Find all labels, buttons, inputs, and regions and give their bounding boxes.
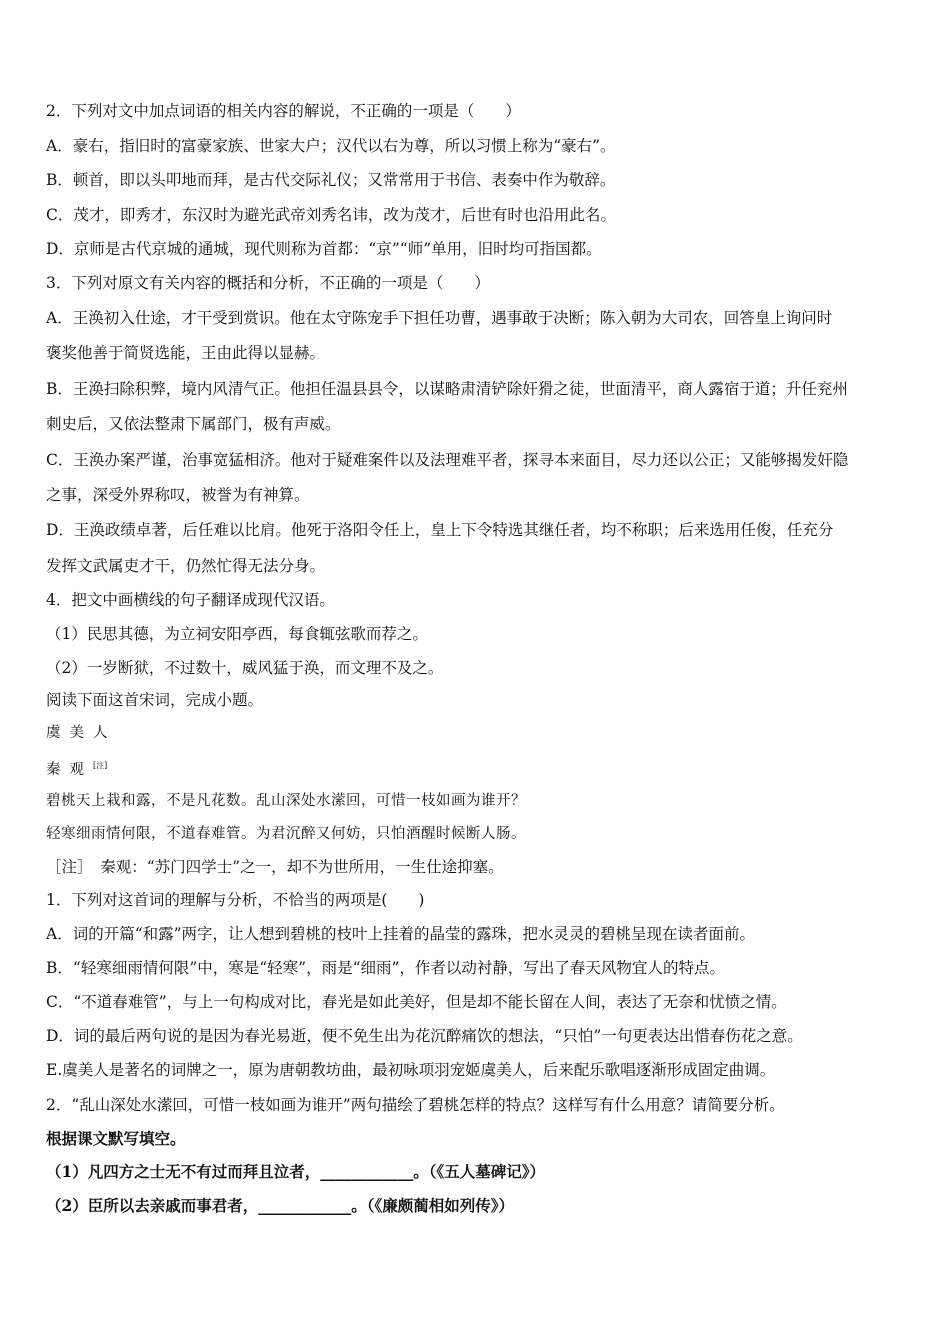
poem-q1-option-a: A．词的开篇“和露”两字，让人想到碧桃的枝叶上挂着的晶莹的露珠，把水灵灵的碧桃呈现在读者面前。	[46, 925, 756, 943]
poem-q1-option-c: C．“不道春难管”，与上一句构成对比，春光是如此美好，但是却不能长留在人间，表达了无奈和忧愤之情。	[46, 993, 787, 1011]
fill-item-1: （1）凡四方之士无不有过而拜且泣者，____________。（《五人墓碑记》）	[46, 1162, 546, 1181]
poem-line-1: 碧桃天上栽和露，不是凡花数。乱山深处水潆回，可惜一枝如画为谁开？	[46, 793, 526, 809]
q2-option-a: A．豪右，指旧时的富豪家族、世家大户；汉代以右为尊，所以习惯上称为“豪右”。	[46, 137, 616, 155]
q4-item-2: （2）一岁断狱，不过数十，威风猛于涣，而文理不及之。	[46, 659, 444, 677]
poem-title: 虞美人	[46, 725, 117, 741]
poem-q1-stem: 1．下列对这首词的理解与分析，不恰当的两项是( )	[46, 891, 425, 909]
q4-item-1: （1）民思其德，为立祠安阳亭西，每食辄弦歌而荐之。	[46, 625, 428, 643]
q2-option-b: B．顿首，即以头叩地而拜，是古代交际礼仪；又常常用于书信、表奏中作为敬辞。	[46, 171, 616, 189]
poem-author: 秦观	[46, 762, 93, 778]
q2-stem: 2．下列对文中加点词语的相关内容的解说，不正确的一项是（ ）	[46, 102, 521, 120]
q2-option-c: C．茂才，即秀才，东汉时为避光武帝刘秀名讳，改为茂才，后世有时也沿用此名。	[46, 206, 616, 224]
q3-option-c-line1: C．王涣办案严谨，治事宽猛相济。他对于疑难案件以及法理难平者，探寻本来面目，尽力还以公正；又能够揭发奸隐	[46, 451, 849, 469]
q2-option-d: D．京师是古代京城的通城，现代则称为首都：“京”“师”单用，旧时均可指国都。	[46, 240, 602, 258]
q3-option-b-line2: 刺史后，又依法整肃下属部门，极有声威。	[46, 415, 341, 433]
fill-title: 根据课文默写填空。	[46, 1129, 186, 1148]
poem-line-2: 轻寒细雨情何限，不道春难管。为君沉醉又何妨，只怕酒醒时候断人肠。	[46, 826, 526, 842]
poem-author-line	[46, 756, 107, 780]
fill-item-2: （2）臣所以去亲戚而事君者，____________。（《廉颇蔺相如列传》）	[46, 1196, 515, 1215]
poem-intro: 阅读下面这首宋词，完成小题。	[46, 691, 264, 709]
poem-q1-option-d: D．词的最后两句说的是因为春光易逝，便不免生出为花沉醉痛饮的想法，“只怕”一句更表达出惜春伤花之意。	[46, 1027, 803, 1045]
q3-option-b-line1: B．王涣扫除积弊，境内风清气正。他担任温县县令，以谋略肃清铲除奸猾之徒，世面清平，商人露宿于道；升任兖州	[46, 380, 848, 398]
q3-option-c-line2: 之事，深受外界称叹，被誉为有神算。	[46, 486, 310, 504]
poem-q1-option-e: E.虞美人是著名的词牌之一，原为唐朝教坊曲，最初咏项羽宠姬虞美人，后来配乐歌唱逐渐形成固定曲调。	[46, 1061, 776, 1079]
poem-note: ［注］ 秦观：“苏门四学士”之一，却不为世所用，一生仕途抑塞。	[46, 858, 504, 876]
q3-option-a-line2: 褒奖他善于简贤选能，王由此得以显赫。	[46, 344, 326, 362]
poem-q1-option-b: B．“轻寒细雨情何限”中，寒是“轻寒”，雨是“细雨”，作者以动衬静，写出了春天风物宜人的特点。	[46, 959, 725, 977]
q3-option-a-line1: A．王涣初入仕途，才干受到赏识。他在太守陈宠手下担任功曹，遇事敢于决断；陈入朝为大司农，回答皇上询问时	[46, 309, 833, 327]
q3-option-d-line2: 发挥文武属吏才干，仍然忙得无法分身。	[46, 557, 326, 575]
poem-q2: 2．“乱山深处水潆回，可惜一枝如画为谁开”两句描绘了碧桃怎样的特点？这样写有什么用意？请简要分析。	[46, 1096, 785, 1114]
q3-stem: 3．下列对原文有关内容的概括和分析，不正确的一项是（ ）	[46, 274, 490, 292]
poem-note-mark: [注]	[93, 761, 108, 770]
q3-option-d-line1: D．王涣政绩卓著，后任难以比肩。他死于洛阳令任上，皇上下令特选其继任者，均不称职；后来选用任俊，任充分	[46, 521, 834, 539]
q4-stem: 4．把文中画横线的句子翻译成现代汉语。	[46, 591, 335, 609]
